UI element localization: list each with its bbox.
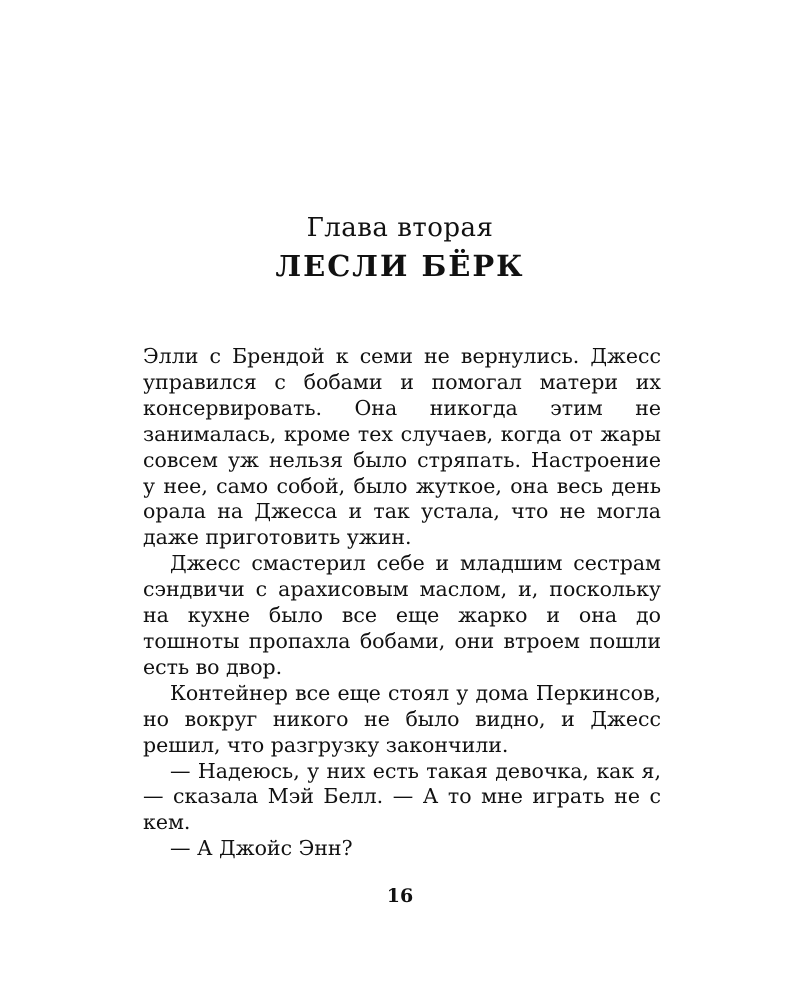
body-text	[143, 344, 661, 862]
paragraph: Контейнер все еще стоял у дома Перкинсов, но вокруг никого не было видно, и Джесс решил, что разгрузку закончили.	[143, 680, 661, 757]
page-number: 16	[386, 885, 414, 907]
chapter-number: Глава вторая	[306, 213, 494, 243]
paragraph: Элли с Брендой к семи не вернулись. Джесс управился с бобами и помогал матери их консервировать. Она никогда этим не занималась, кроме тех случаев, когда от жары совсем уж нельзя было стряпать. Настроение у нее, само собой, было жуткое, она весь день орала на Джесса и так устала, что не могла даже приготовить ужин.	[143, 344, 661, 550]
paragraph: — А Джойс Энн?	[170, 836, 353, 861]
paragraph: — Надеюсь, у них есть такая девочка, как я, — сказала Мэй Белл. — А то мне играть не с кем.	[143, 758, 661, 835]
chapter-title: ЛЕСЛИ БЁРК	[275, 249, 525, 283]
paragraph: Джесс смастерил себе и младшим сестрам сэндвичи с арахисовым маслом, и, поскольку на кухне было все еще жарко и она до тошноты пропахла бобами, они втроем пошли есть во двор.	[143, 551, 661, 679]
